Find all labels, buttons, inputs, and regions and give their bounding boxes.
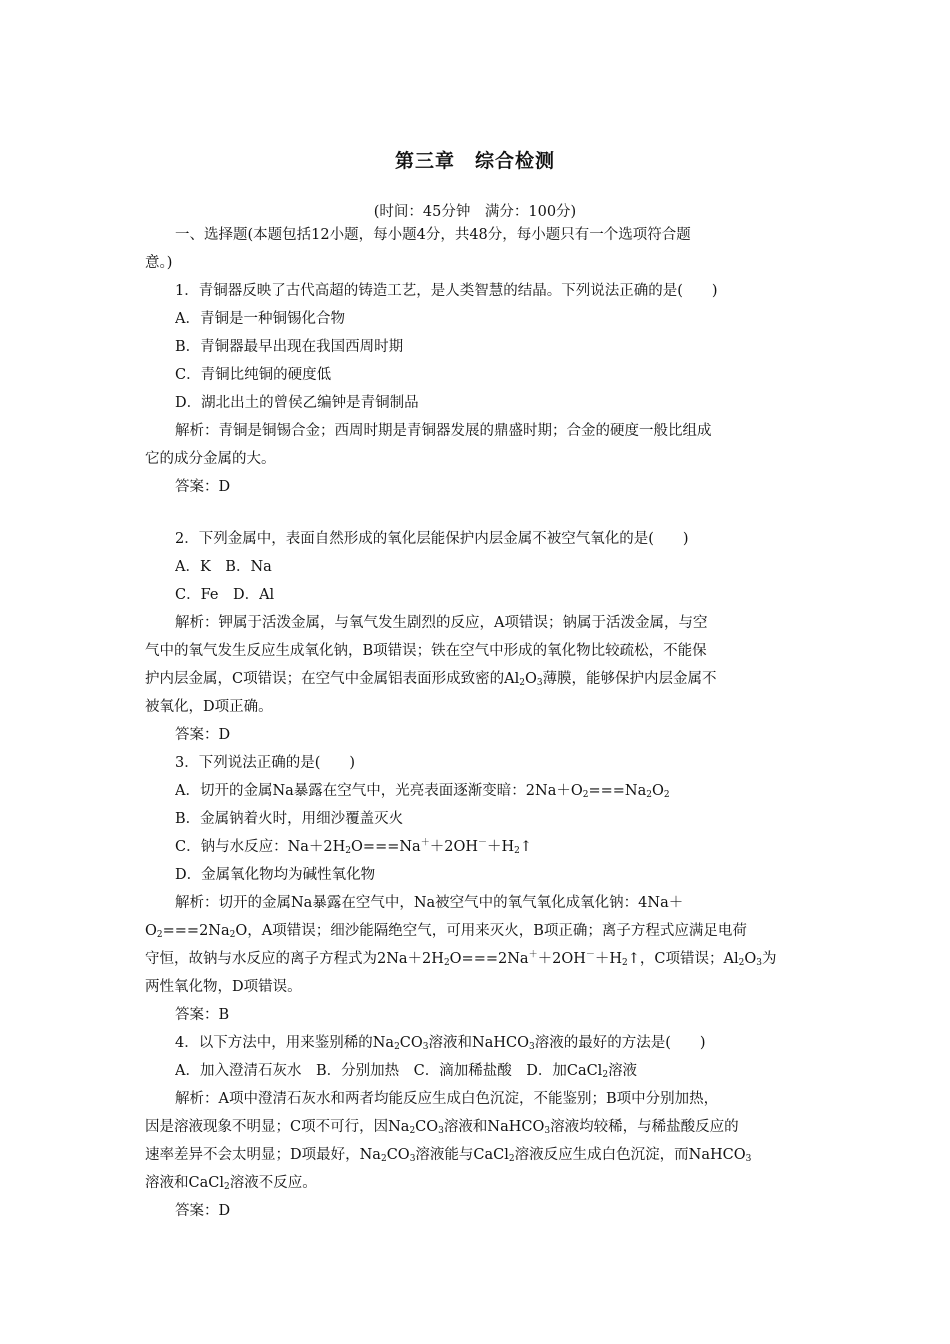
- question-2-stem: 2．下列金属中，表面自然形成的氧化层能保护内层金属不被空气氧化的是( ): [175, 531, 689, 547]
- question-4-options: A．加入澄清石灰水 B．分别加热 C．滴加稀盐酸 D．加CaCl$_2$溶液: [175, 1063, 638, 1080]
- question-2-options-cd: C．Fe D．Al: [175, 587, 275, 603]
- section-heading: 一、选择题(本题包括12小题，每小题4分，共48分，每小题只有一个选项符合题: [175, 227, 691, 243]
- section-heading-cont: 意。): [145, 255, 173, 271]
- question-4-explanation-cont: 因是溶液现象不明显；C项不可行，因$Na_2CO_3$溶液和NaHCO$_3$溶液均较稀，与稀盐酸反应的: [145, 1119, 739, 1136]
- question-2-explanation-cont: 护内层金属，C项错误；在空气中金属铝表面形成致密的$Al_2O_3$薄膜，能够保护内层金属不: [145, 671, 717, 688]
- question-3-explanation: 解析：切开的金属Na暴露在空气中，Na被空气中的氧气氧化成氧化钠：4Na＋: [175, 895, 684, 911]
- question-4-stem: 4．以下方法中，用来鉴别稀的$Na_2CO_3$溶液和NaHCO$_3$溶液的最好的方法是( ): [175, 1035, 706, 1052]
- question-3-explanation-cont: 两性氧化物，D项错误。: [145, 979, 302, 995]
- question-1-stem: 1．青铜器反映了古代高超的铸造工艺，是人类智慧的结晶。下列说法正确的是( ): [175, 283, 718, 299]
- question-3-option-b: B．金属钠着火时，用细沙覆盖灭火: [175, 811, 404, 827]
- question-1-explanation-cont: 它的成分金属的大。: [145, 451, 276, 467]
- question-2-answer: 答案：D: [175, 727, 231, 743]
- question-1-option-b: B．青铜器最早出现在我国西周时期: [175, 339, 404, 355]
- question-2-explanation: 解析：钾属于活泼金属，与氧气发生剧烈的反应，A项错误；钠属于活泼金属，与空: [175, 615, 708, 631]
- question-3-option-a: A．切开的金属Na暴露在空气中，光亮表面逐渐变暗：$2Na+O_2===Na_2O_2$: [175, 783, 670, 800]
- question-1-option-d: D．湖北出土的曾侯乙编钟是青铜制品: [175, 395, 419, 411]
- question-3-answer: 答案：B: [175, 1007, 230, 1023]
- question-3-option-c: C．钠与水反应：$Na+2H_2O===Na^++2OH^-+H_2↑$: [175, 838, 533, 856]
- question-3-option-d: D．金属氧化物均为碱性氧化物: [175, 867, 376, 883]
- question-1-answer: 答案：D: [175, 479, 231, 495]
- question-4-answer: 答案：D: [175, 1203, 231, 1219]
- page-title: 第三章 综合检测: [394, 150, 555, 172]
- question-2-options-ab: A．K B．Na: [175, 559, 272, 575]
- question-1-option-c: C．青铜比纯铜的硬度低: [175, 367, 332, 383]
- question-2-explanation-cont: 气中的氧气发生反应生成氧化钠，B项错误；铁在空气中形成的氧化物比较疏松，不能保: [145, 643, 707, 659]
- question-4-explanation-cont: 溶液和CaCl$_2$溶液不反应。: [145, 1175, 317, 1192]
- question-3-stem: 3．下列说法正确的是( ): [175, 755, 356, 771]
- question-4-explanation-cont: 速率差异不会太明显；D项最好，$Na_2CO_3$溶液能与CaCl$_2$溶液反应生成白色沉淀，而NaHCO$_3$: [145, 1147, 752, 1164]
- question-1-explanation: 解析：青铜是铜锡合金；西周时期是青铜器发展的鼎盛时期；合金的硬度一般比组成: [175, 423, 712, 439]
- exam-meta: (时间：45分钟 满分：100分): [373, 204, 577, 220]
- question-3-explanation-cont: $O_2===2Na_2O$，A项错误；细沙能隔绝空气，可用来灭火，B项正确；离子方程式应满足电荷: [145, 923, 747, 940]
- question-1-option-a: A．青铜是一种铜锡化合物: [175, 311, 345, 327]
- question-4-explanation: 解析：A项中澄清石灰水和两者均能反应生成白色沉淀，不能鉴别；B项中分别加热，: [175, 1091, 719, 1107]
- question-3-explanation-cont: 守恒，故钠与水反应的离子方程式为$2Na+2H_2O===2Na^++2OH^-+H_2↑$，C项错误；$Al_2O_3$为: [145, 950, 777, 968]
- question-2-explanation-cont: 被氧化，D项正确。: [145, 699, 273, 715]
